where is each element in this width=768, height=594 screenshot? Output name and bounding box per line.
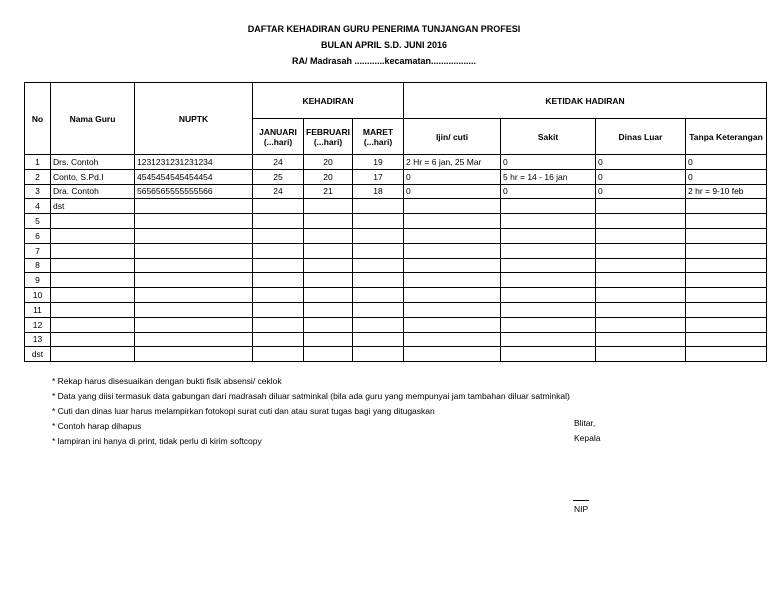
cell-ijin: 0 — [404, 169, 501, 184]
cell-no: 13 — [25, 332, 51, 347]
cell-nuptk — [135, 302, 253, 317]
cell-feb — [304, 199, 353, 214]
cell-nuptk — [135, 214, 253, 229]
table-row — [25, 169, 767, 184]
header-sakit: Sakit — [501, 119, 596, 155]
cell-dinas — [596, 317, 686, 332]
header-no: No — [25, 83, 51, 155]
cell-nuptk — [135, 273, 253, 288]
cell-ijin — [404, 258, 501, 273]
cell-name — [51, 243, 135, 258]
cell-nuptk — [135, 199, 253, 214]
cell-ijin — [404, 243, 501, 258]
cell-jan — [253, 199, 304, 214]
cell-tanpa — [686, 317, 767, 332]
attendance-table — [24, 82, 767, 362]
cell-nuptk — [135, 258, 253, 273]
cell-name — [51, 347, 135, 362]
table-row — [25, 258, 767, 273]
cell-ijin — [404, 332, 501, 347]
cell-dinas — [596, 258, 686, 273]
cell-mar: 19 — [353, 155, 404, 170]
table-row — [25, 155, 767, 170]
cell-jan — [253, 302, 304, 317]
cell-dinas — [596, 302, 686, 317]
cell-jan — [253, 214, 304, 229]
cell-sakit — [501, 347, 596, 362]
table-row — [25, 347, 767, 362]
cell-ijin — [404, 317, 501, 332]
cell-sakit: 0 — [501, 155, 596, 170]
document-title: DAFTAR KEHADIRAN GURU PENERIMA TUNJANGAN PROFESI — [247, 24, 521, 34]
cell-ijin — [404, 228, 501, 243]
document-school: RA/ Madrasah ............kecamatan.................. — [291, 56, 477, 66]
cell-nuptk — [135, 347, 253, 362]
note-item: * lampiran ini hanya di print, tidak perlu di kirim softcopy — [52, 436, 262, 446]
cell-jan — [253, 332, 304, 347]
table-row — [25, 317, 767, 332]
cell-name — [51, 214, 135, 229]
note-item: * Rekap harus disesuaikan dengan bukti fisik absensi/ ceklok — [52, 376, 282, 386]
cell-sakit — [501, 199, 596, 214]
table-row — [25, 273, 767, 288]
cell-no: 10 — [25, 288, 51, 303]
cell-no: 6 — [25, 228, 51, 243]
cell-mar — [353, 302, 404, 317]
cell-ijin — [404, 288, 501, 303]
cell-jan — [253, 258, 304, 273]
cell-sakit — [501, 288, 596, 303]
cell-ijin — [404, 302, 501, 317]
cell-nuptk — [135, 317, 253, 332]
cell-jan — [253, 288, 304, 303]
cell-no: 1 — [25, 155, 51, 170]
cell-name: dst — [51, 199, 135, 214]
cell-sakit — [501, 302, 596, 317]
cell-sakit — [501, 317, 596, 332]
header-tanpa-keterangan: Tanpa Keterangan — [686, 119, 767, 155]
cell-sakit — [501, 332, 596, 347]
document-period: BULAN APRIL S.D. JUNI 2016 — [320, 40, 448, 50]
table-row — [25, 302, 767, 317]
cell-sakit — [501, 273, 596, 288]
header-kehadiran: KEHADIRAN — [253, 83, 404, 119]
cell-no: 7 — [25, 243, 51, 258]
cell-mar — [353, 273, 404, 288]
cell-feb — [304, 288, 353, 303]
cell-feb — [304, 228, 353, 243]
header-ijin-cuti: Ijin/ cuti — [404, 119, 501, 155]
cell-tanpa: 0 — [686, 169, 767, 184]
cell-nuptk — [135, 332, 253, 347]
cell-ijin — [404, 214, 501, 229]
cell-name — [51, 288, 135, 303]
cell-name — [51, 228, 135, 243]
table-row — [25, 184, 767, 199]
cell-name — [51, 273, 135, 288]
cell-ijin — [404, 273, 501, 288]
cell-jan: 24 — [253, 184, 304, 199]
notes-list — [52, 374, 570, 449]
header-maret: MARET (...hari) — [353, 119, 404, 155]
cell-mar — [353, 214, 404, 229]
cell-jan — [253, 273, 304, 288]
cell-name: Dra. Contoh — [51, 184, 135, 199]
cell-mar: 17 — [353, 169, 404, 184]
cell-sakit: 5 hr = 14 - 16 jan — [501, 169, 596, 184]
table-row — [25, 243, 767, 258]
cell-name — [51, 332, 135, 347]
cell-tanpa — [686, 347, 767, 362]
cell-no: 3 — [25, 184, 51, 199]
attendance-rows — [25, 155, 767, 362]
cell-mar — [353, 317, 404, 332]
cell-dinas — [596, 243, 686, 258]
cell-dinas — [596, 347, 686, 362]
cell-nuptk — [135, 243, 253, 258]
cell-name — [51, 258, 135, 273]
cell-nuptk — [135, 288, 253, 303]
note-item: * Contoh harap dihapus — [52, 421, 142, 431]
cell-mar — [353, 258, 404, 273]
cell-sakit — [501, 258, 596, 273]
cell-dinas: 0 — [596, 169, 686, 184]
cell-jan: 24 — [253, 155, 304, 170]
cell-ijin: 0 — [404, 184, 501, 199]
cell-feb — [304, 273, 353, 288]
cell-dinas — [596, 214, 686, 229]
header-februari: FEBRUARI (...hari) — [304, 119, 353, 155]
cell-tanpa: 2 hr = 9-10 feb — [686, 184, 767, 199]
cell-tanpa — [686, 288, 767, 303]
cell-nuptk: 4545454545454454 — [135, 169, 253, 184]
cell-feb: 21 — [304, 184, 353, 199]
cell-feb — [304, 347, 353, 362]
cell-no: 5 — [25, 214, 51, 229]
cell-name: Drs. Contoh — [51, 155, 135, 170]
note-item: * Cuti dan dinas luar harus melampirkan fotokopi surat cuti dan atau surat tugas bagi yang ditugaskan — [52, 406, 435, 416]
header-dinas-luar: Dinas Luar — [596, 119, 686, 155]
cell-tanpa — [686, 228, 767, 243]
cell-no: dst — [25, 347, 51, 362]
cell-jan — [253, 243, 304, 258]
header-januari: JANUARI (...hari) — [253, 119, 304, 155]
cell-no: 2 — [25, 169, 51, 184]
cell-dinas: 0 — [596, 155, 686, 170]
cell-tanpa — [686, 199, 767, 214]
cell-name — [51, 302, 135, 317]
cell-tanpa: 0 — [686, 155, 767, 170]
cell-mar: 18 — [353, 184, 404, 199]
cell-feb — [304, 332, 353, 347]
cell-dinas: 0 — [596, 184, 686, 199]
cell-jan — [253, 317, 304, 332]
cell-mar — [353, 243, 404, 258]
cell-mar — [353, 332, 404, 347]
cell-dinas — [596, 228, 686, 243]
cell-nuptk: 1231231231231234 — [135, 155, 253, 170]
cell-feb — [304, 214, 353, 229]
cell-sakit — [501, 228, 596, 243]
cell-ijin — [404, 347, 501, 362]
cell-mar — [353, 288, 404, 303]
cell-dinas — [596, 199, 686, 214]
signature-line — [573, 500, 589, 501]
header-nama-guru: Nama Guru — [51, 83, 135, 155]
table-row — [25, 288, 767, 303]
cell-ijin — [404, 199, 501, 214]
cell-jan: 25 — [253, 169, 304, 184]
cell-no: 12 — [25, 317, 51, 332]
table-row — [25, 199, 767, 214]
header-nuptk: NUPTK — [135, 83, 253, 155]
cell-sakit — [501, 214, 596, 229]
cell-mar — [353, 347, 404, 362]
cell-name: Conto, S.Pd.I — [51, 169, 135, 184]
cell-feb — [304, 302, 353, 317]
cell-tanpa — [686, 273, 767, 288]
cell-mar — [353, 228, 404, 243]
note-item: * Data yang diisi termasuk data gabungan dari madrasah diluar satminkal (bila ada guru yang mempunyai jam tambahan diluar satminkal) — [52, 391, 570, 401]
cell-dinas — [596, 288, 686, 303]
cell-feb — [304, 243, 353, 258]
cell-nuptk: 5656565555555566 — [135, 184, 253, 199]
cell-no: 4 — [25, 199, 51, 214]
cell-sakit: 0 — [501, 184, 596, 199]
cell-ijin: 2 Hr = 6 jan, 25 Mar — [404, 155, 501, 170]
cell-jan — [253, 347, 304, 362]
signature-role: Kepala — [574, 433, 601, 443]
cell-feb: 20 — [304, 169, 353, 184]
cell-dinas — [596, 332, 686, 347]
cell-tanpa — [686, 214, 767, 229]
table-row — [25, 332, 767, 347]
table-row — [25, 214, 767, 229]
cell-name — [51, 317, 135, 332]
cell-sakit — [501, 243, 596, 258]
cell-tanpa — [686, 258, 767, 273]
header-ketidak-hadiran: KETIDAK HADIRAN — [404, 83, 767, 119]
cell-jan — [253, 228, 304, 243]
signature-nip: NIP — [574, 504, 589, 514]
cell-mar — [353, 199, 404, 214]
cell-tanpa — [686, 243, 767, 258]
cell-nuptk — [135, 228, 253, 243]
cell-feb: 20 — [304, 155, 353, 170]
cell-feb — [304, 317, 353, 332]
cell-dinas — [596, 273, 686, 288]
cell-no: 8 — [25, 258, 51, 273]
cell-tanpa — [686, 332, 767, 347]
cell-feb — [304, 258, 353, 273]
cell-no: 9 — [25, 273, 51, 288]
cell-tanpa — [686, 302, 767, 317]
signature-place: Blitar, — [574, 418, 596, 428]
cell-no: 11 — [25, 302, 51, 317]
table-row — [25, 228, 767, 243]
